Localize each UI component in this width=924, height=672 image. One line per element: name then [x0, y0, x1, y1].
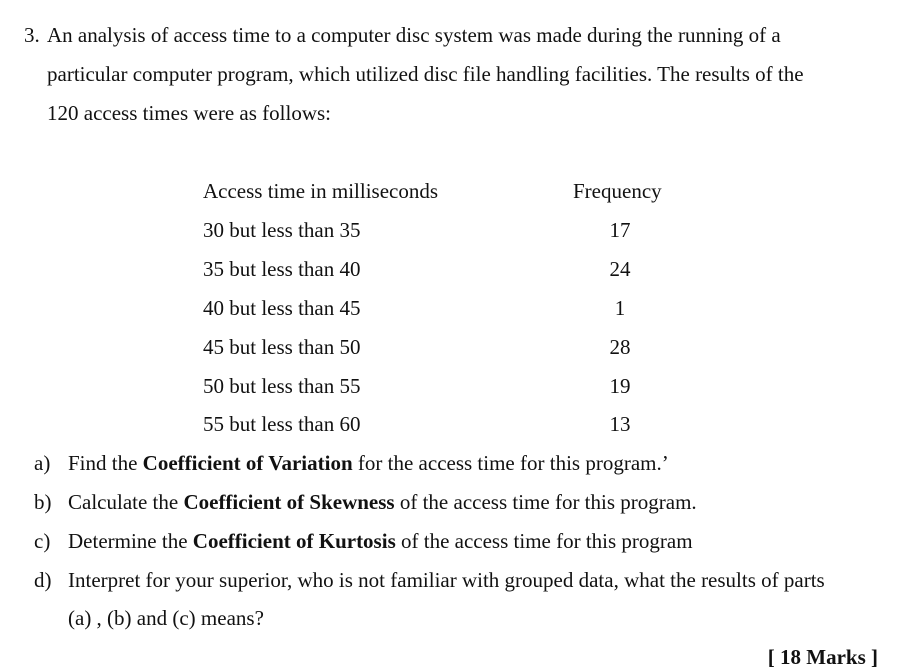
table-row-frequency: 24	[609, 257, 631, 281]
table-row-interval: 30 but less than 35	[203, 218, 361, 242]
table-row-frequency: 19	[609, 374, 631, 398]
table-row-interval: 55 but less than 60	[203, 412, 361, 436]
table-row-frequency: 17	[609, 218, 631, 242]
table-row-frequency: 1	[614, 296, 626, 320]
part-b-text: Calculate the Coefficient of Skewness of the access time for this program.	[68, 490, 697, 514]
part-c-term: Coefficient of Kurtosis	[192, 529, 396, 553]
table-row-interval: 50 but less than 55	[203, 374, 361, 398]
table-row-frequency: 28	[609, 335, 631, 359]
table-row-frequency: 13	[609, 412, 631, 436]
table-header-frequency: Frequency	[573, 179, 662, 203]
part-b-label: b)	[34, 490, 52, 514]
marks-label: [ 18 Marks ]	[767, 645, 878, 669]
part-d-text-line-1: Interpret for your superior, who is not familiar with grouped data, what the results of parts	[68, 568, 825, 592]
intro-line-1: An analysis of access time to a computer disc system was made during the running of a	[47, 23, 781, 47]
part-b-term: Coefficient of Skewness	[183, 490, 395, 514]
part-a-term: Coefficient of Variation	[142, 451, 353, 475]
intro-line-3: 120 access times were as follows:	[47, 101, 332, 125]
table-row-interval: 35 but less than 40	[203, 257, 361, 281]
question-number: 3.	[24, 23, 40, 47]
table-row-interval: 45 but less than 50	[203, 335, 361, 359]
part-d-text-line-2: (a) , (b) and (c) means?	[68, 606, 264, 630]
intro-line-2: particular computer program, which utilized disc file handling facilities. The results of the	[47, 62, 804, 86]
part-c-text: Determine the Coefficient of Kurtosis of the access time for this program	[68, 529, 693, 553]
table-header-interval: Access time in milliseconds	[203, 179, 439, 203]
part-d-label: d)	[34, 568, 52, 592]
table-row-interval: 40 but less than 45	[203, 296, 361, 320]
part-a-label: a)	[34, 451, 51, 475]
part-a-text: Find the Coefficient of Variation for the access time for this program.’	[68, 451, 669, 475]
part-c-label: c)	[34, 529, 51, 553]
